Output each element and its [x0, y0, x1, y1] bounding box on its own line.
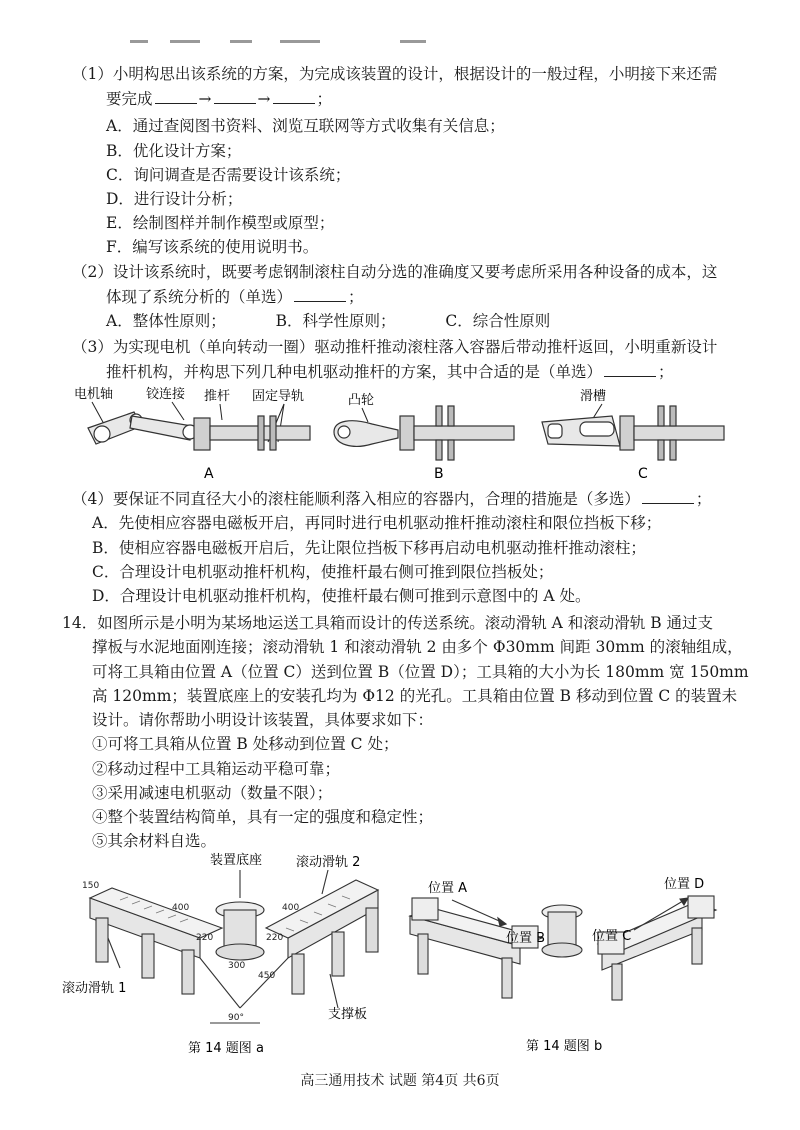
page-footer: 高三通用技术 试题 第4页 共6页: [300, 1073, 500, 1089]
q14-line4: 高 120mm；装置底座上的安装孔均为 Φ12 的光孔。工具箱由位置 B 移动到位置 C 的装置未: [92, 687, 738, 705]
q14-req-4: ④整个装置结构简单，具有一定的强度和稳定性；: [92, 808, 434, 826]
q3-stem-line1: （3）为实现电机（单向转动一圈）驱动推杆推动滚柱落入容器后带动推杆返回，小明重新设计: [72, 338, 718, 356]
label-position-a: 位置 A: [428, 881, 468, 896]
q3-mechanism-figures: [72, 382, 732, 482]
q4-stem-text: （4）要保证不同直径大小的滚柱能顺利落入相应的容器内，合理的措施是（多选）: [72, 490, 640, 508]
label-motor-shaft: 电机轴: [74, 387, 114, 402]
label-hinge: 铰连接: [146, 387, 186, 402]
mechanism-a: [88, 412, 310, 450]
q2-stem-line1: （2）设计该系统时，既要考虑钢制滚柱自动分选的准确度又要考虑所采用各种设备的成本，这: [72, 263, 718, 281]
dim-300: 300: [228, 961, 246, 971]
q4-end: ；: [695, 490, 712, 508]
label-rail-2: 滚动滑轨 2: [296, 855, 361, 870]
dim-400-left: 400: [172, 903, 190, 913]
fig-letter-b: B: [434, 466, 444, 482]
label-slot: 滑槽: [580, 389, 607, 404]
q4-option-d: D．合理设计电机驱动推杆机构，使推杆最右侧可推到示意图中的 A 处。: [92, 587, 591, 605]
q1-blank-3[interactable]: [273, 89, 315, 104]
q2-stem-text: 体现了系统分析的（单选）: [106, 288, 293, 306]
q2-end: ；: [348, 288, 364, 306]
q14-line1: 14．如图所示是小明为某场地运送工具箱而设计的传送系统。滚动滑轨 A 和滚动滑轨 B 通过支: [62, 614, 714, 632]
caption-fig-b: 第 14 题图 b: [526, 1039, 603, 1054]
q1-blank-1[interactable]: [155, 89, 197, 104]
q14-line3: 可将工具箱由位置 A（位置 C）送到位置 B（位置 D）；工具箱的大小为长 180mm 宽 150mm: [92, 663, 749, 681]
q4-blank[interactable]: [642, 489, 694, 504]
label-position-d: 位置 D: [664, 877, 705, 892]
label-support-plate: 支撑板: [328, 1007, 368, 1022]
fig-letter-a: A: [204, 466, 214, 482]
q14-req-3: ③采用减速电机驱动（数量不限）；: [92, 784, 333, 802]
q2-options: [106, 310, 550, 332]
dim-450: 450: [258, 971, 276, 981]
q2-option-a: A．整体性原则；: [106, 312, 226, 330]
q14-req-1: ①可将工具箱从位置 B 处移动到位置 C 处；: [92, 735, 399, 753]
q1-option-c: C．询问调查是否需要设计该系统；: [106, 166, 351, 184]
q3-stem-text: 推杆机构，并构思下列几种电机驱动推杆的方案，其中合适的是（单选）: [106, 363, 603, 381]
q14-line5: 设计。请你帮助小明设计该装置，具体要求如下：: [92, 711, 434, 729]
mechanism-c: [542, 406, 724, 460]
dim-220-left: 220: [196, 933, 214, 943]
label-cam: 凸轮: [348, 393, 375, 408]
dim-400-right: 400: [282, 903, 300, 913]
q3-stem-line2: [106, 361, 674, 383]
q14-line2: 撑板与水泥地面刚连接；滚动滑轨 1 和滚动滑轨 2 由多个 Φ30mm 间距 30mm 的滚轴组成，: [92, 638, 743, 656]
fig-letter-c: C: [638, 466, 648, 482]
q1-arrow-2: →: [257, 90, 271, 108]
q1-option-a: A．通过查阅图书资料、浏览互联网等方式收集有关信息；: [106, 117, 505, 135]
label-push-rod: 推杆: [204, 389, 231, 404]
q14-figure-a: [60, 848, 420, 1063]
q1-stem-line2: 要完成 → → ；: [106, 90, 333, 108]
q4-option-b: B．使相应容器电磁板开启后，先让限位挡板下移再启动电机驱动推杆推动滚柱；: [92, 539, 646, 557]
q4-stem: [72, 488, 711, 510]
dim-220-right: 220: [266, 933, 284, 943]
caption-fig-a: 第 14 题图 a: [188, 1041, 264, 1056]
label-position-b: 位置 B: [506, 931, 546, 946]
q2-option-c: C．综合性原则: [445, 312, 551, 330]
q1-stem-prefix: 要完成: [106, 90, 153, 108]
q2-option-b: B．科学性原则；: [275, 312, 396, 330]
q2-stem-line2: [106, 286, 364, 308]
q2-blank[interactable]: [294, 287, 346, 302]
label-rail-1: 滚动滑轨 1: [62, 981, 127, 996]
dim-150: 150: [82, 881, 100, 891]
q1-stem-line1: （1）小明构思出该系统的方案，为完成该装置的设计，根据设计的一般过程，小明接下来还需: [72, 65, 718, 83]
q1-blank-2[interactable]: [214, 89, 256, 104]
dim-90deg: 90°: [228, 1013, 244, 1023]
q4-option-c: C．合理设计电机驱动推杆机构，使推杆最右侧可推到限位挡板处；: [92, 563, 554, 581]
q3-end: ；: [658, 363, 674, 381]
q14-req-5: ⑤其余材料自选。: [92, 832, 217, 850]
q14-figure-b: [402, 868, 742, 1058]
q4-option-a: A．先使相应容器电磁板开启，再同时进行电机驱动推杆推动滚柱和限位挡板下移；: [92, 514, 662, 532]
q1-option-f: F．编写该系统的使用说明书。: [106, 238, 319, 256]
mechanism-b: [334, 406, 514, 460]
q1-option-e: E．绘制图样并制作模型或原型；: [106, 214, 335, 232]
label-fixed-rail: 固定导轨: [252, 389, 305, 404]
q14-req-2: ②移动过程中工具箱运动平稳可靠；: [92, 760, 341, 778]
q3-blank[interactable]: [604, 362, 656, 377]
label-base: 装置底座: [210, 853, 263, 868]
cropped-top-text: [130, 38, 460, 46]
label-position-c: 位置 C: [592, 929, 632, 944]
q1-arrow-1: →: [198, 90, 212, 108]
q1-option-d: D．进行设计分析；: [106, 190, 243, 208]
q1-option-b: B．优化设计方案；: [106, 142, 242, 160]
